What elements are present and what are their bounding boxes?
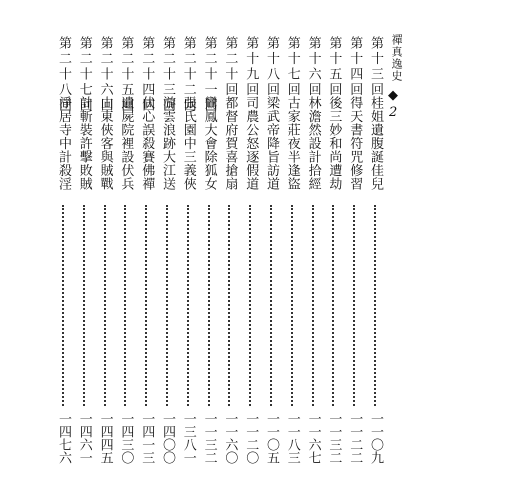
chapter-page-number: 一四四五 bbox=[97, 412, 113, 464]
chapter-title: 山東俠客與賊戰 bbox=[97, 96, 113, 191]
chapter-page-number: 一一三二 bbox=[201, 412, 217, 464]
chapter-title: 張氏園中三義俠 bbox=[180, 96, 196, 191]
chapter-number: 第十七回 bbox=[284, 36, 300, 98]
chapter-title: 游雲浪跡大江送 bbox=[160, 96, 175, 191]
toc-entry bbox=[241, 36, 259, 476]
toc-entry bbox=[262, 36, 280, 476]
toc-entry bbox=[179, 36, 197, 476]
chapter-title: 都督府賀喜搶扇 bbox=[222, 96, 238, 191]
chapter-number: 第十三回 bbox=[368, 36, 383, 98]
chapter-page-number: 一一六〇 bbox=[222, 412, 238, 464]
toc-entry bbox=[324, 36, 342, 476]
diamond-ornament-icon: ◆ bbox=[388, 88, 398, 103]
chapter-number: 第二十回 bbox=[222, 36, 238, 98]
book-title: 禪真逸史 bbox=[390, 34, 403, 82]
chapter-page-number: 一一〇九 bbox=[368, 412, 383, 464]
toc-entry bbox=[75, 36, 93, 476]
chapter-title: 後三妙和尚遭劫 bbox=[326, 96, 342, 191]
toc-entry bbox=[366, 36, 384, 476]
toc-entry bbox=[220, 36, 238, 476]
chapter-number: 第二十四回 bbox=[139, 36, 155, 114]
dot-leader bbox=[124, 205, 126, 406]
chapter-title: 計斬裝許擊敗賊 bbox=[76, 96, 92, 191]
chapter-title: 鸞鳳大會除狐女 bbox=[201, 96, 217, 191]
chapter-number: 第二十六回 bbox=[97, 36, 113, 114]
toc-entry bbox=[96, 36, 114, 476]
toc-entry bbox=[158, 36, 176, 476]
dot-leader bbox=[291, 205, 293, 406]
chapter-page-number: 一四七六 bbox=[56, 412, 71, 464]
dot-leader bbox=[187, 205, 189, 406]
toc-entry bbox=[304, 36, 322, 476]
toc-entry bbox=[54, 36, 72, 476]
chapter-title: 淨居寺中計殺淫 bbox=[56, 96, 71, 191]
toc-entry bbox=[137, 36, 155, 476]
dot-leader bbox=[228, 205, 230, 406]
chapter-number: 第二十八回 bbox=[56, 36, 71, 114]
chapter-page-number: 一四〇〇 bbox=[160, 412, 175, 464]
dot-leader bbox=[208, 205, 210, 406]
dot-leader bbox=[62, 205, 64, 406]
dot-leader bbox=[332, 205, 334, 406]
chapter-number: 第二十一回 bbox=[201, 36, 217, 114]
chapter-number: 第十八回 bbox=[264, 36, 279, 98]
dot-leader bbox=[145, 205, 147, 406]
chapter-page-number: 一三八一 bbox=[180, 412, 196, 464]
chapter-title: 梁武帝降旨訪道 bbox=[264, 96, 279, 191]
chapter-number: 第十五回 bbox=[326, 36, 342, 98]
chapter-page-number: 一一二二 bbox=[347, 412, 363, 464]
chapter-title: 林澹然設計拾經 bbox=[305, 96, 321, 191]
toc-entry bbox=[345, 36, 363, 476]
page-number: 2 bbox=[389, 105, 398, 120]
dot-leader bbox=[104, 205, 106, 406]
chapter-page-number: 一一三二 bbox=[326, 412, 342, 464]
chapter-page-number: 一四六一 bbox=[76, 412, 92, 464]
dot-leader bbox=[249, 205, 251, 406]
chapter-page-number: 一一〇五 bbox=[264, 412, 279, 464]
dot-leader bbox=[166, 205, 168, 406]
chapter-title: 得天書符咒修習 bbox=[347, 96, 363, 191]
dot-leader bbox=[374, 205, 376, 406]
chapter-number: 第二十三回 bbox=[160, 36, 175, 114]
chapter-number: 第十九回 bbox=[243, 36, 259, 98]
chapter-title: 伏心誤殺賽佛禪 bbox=[139, 96, 155, 191]
chapter-page-number: 一四三〇 bbox=[118, 412, 134, 464]
toc-entry bbox=[283, 36, 301, 476]
chapter-title: 桂姐遺腹誕佳兒 bbox=[368, 96, 383, 191]
dot-leader bbox=[270, 205, 272, 406]
chapter-title: 遺屍院裡設伏兵 bbox=[118, 96, 134, 191]
chapter-number: 第二十七回 bbox=[76, 36, 92, 114]
dot-leader bbox=[312, 205, 314, 406]
toc-entry bbox=[116, 36, 134, 476]
dot-leader bbox=[353, 205, 355, 406]
toc-entry bbox=[200, 36, 218, 476]
chapter-title: 司農公怒逐假道 bbox=[243, 96, 259, 191]
chapter-number: 第二十二回 bbox=[180, 36, 196, 114]
chapter-page-number: 一一六七 bbox=[305, 412, 321, 464]
chapter-number: 第十六回 bbox=[305, 36, 321, 98]
chapter-page-number: 一四一三 bbox=[139, 412, 155, 464]
chapter-title: 古家莊夜半逢盜 bbox=[284, 96, 300, 191]
dot-leader bbox=[83, 205, 85, 406]
chapter-page-number: 一一八三 bbox=[284, 412, 300, 464]
chapter-page-number: 一一二〇 bbox=[243, 412, 259, 464]
chapter-number: 第十四回 bbox=[347, 36, 363, 98]
chapter-number: 第二十五回 bbox=[118, 36, 134, 114]
